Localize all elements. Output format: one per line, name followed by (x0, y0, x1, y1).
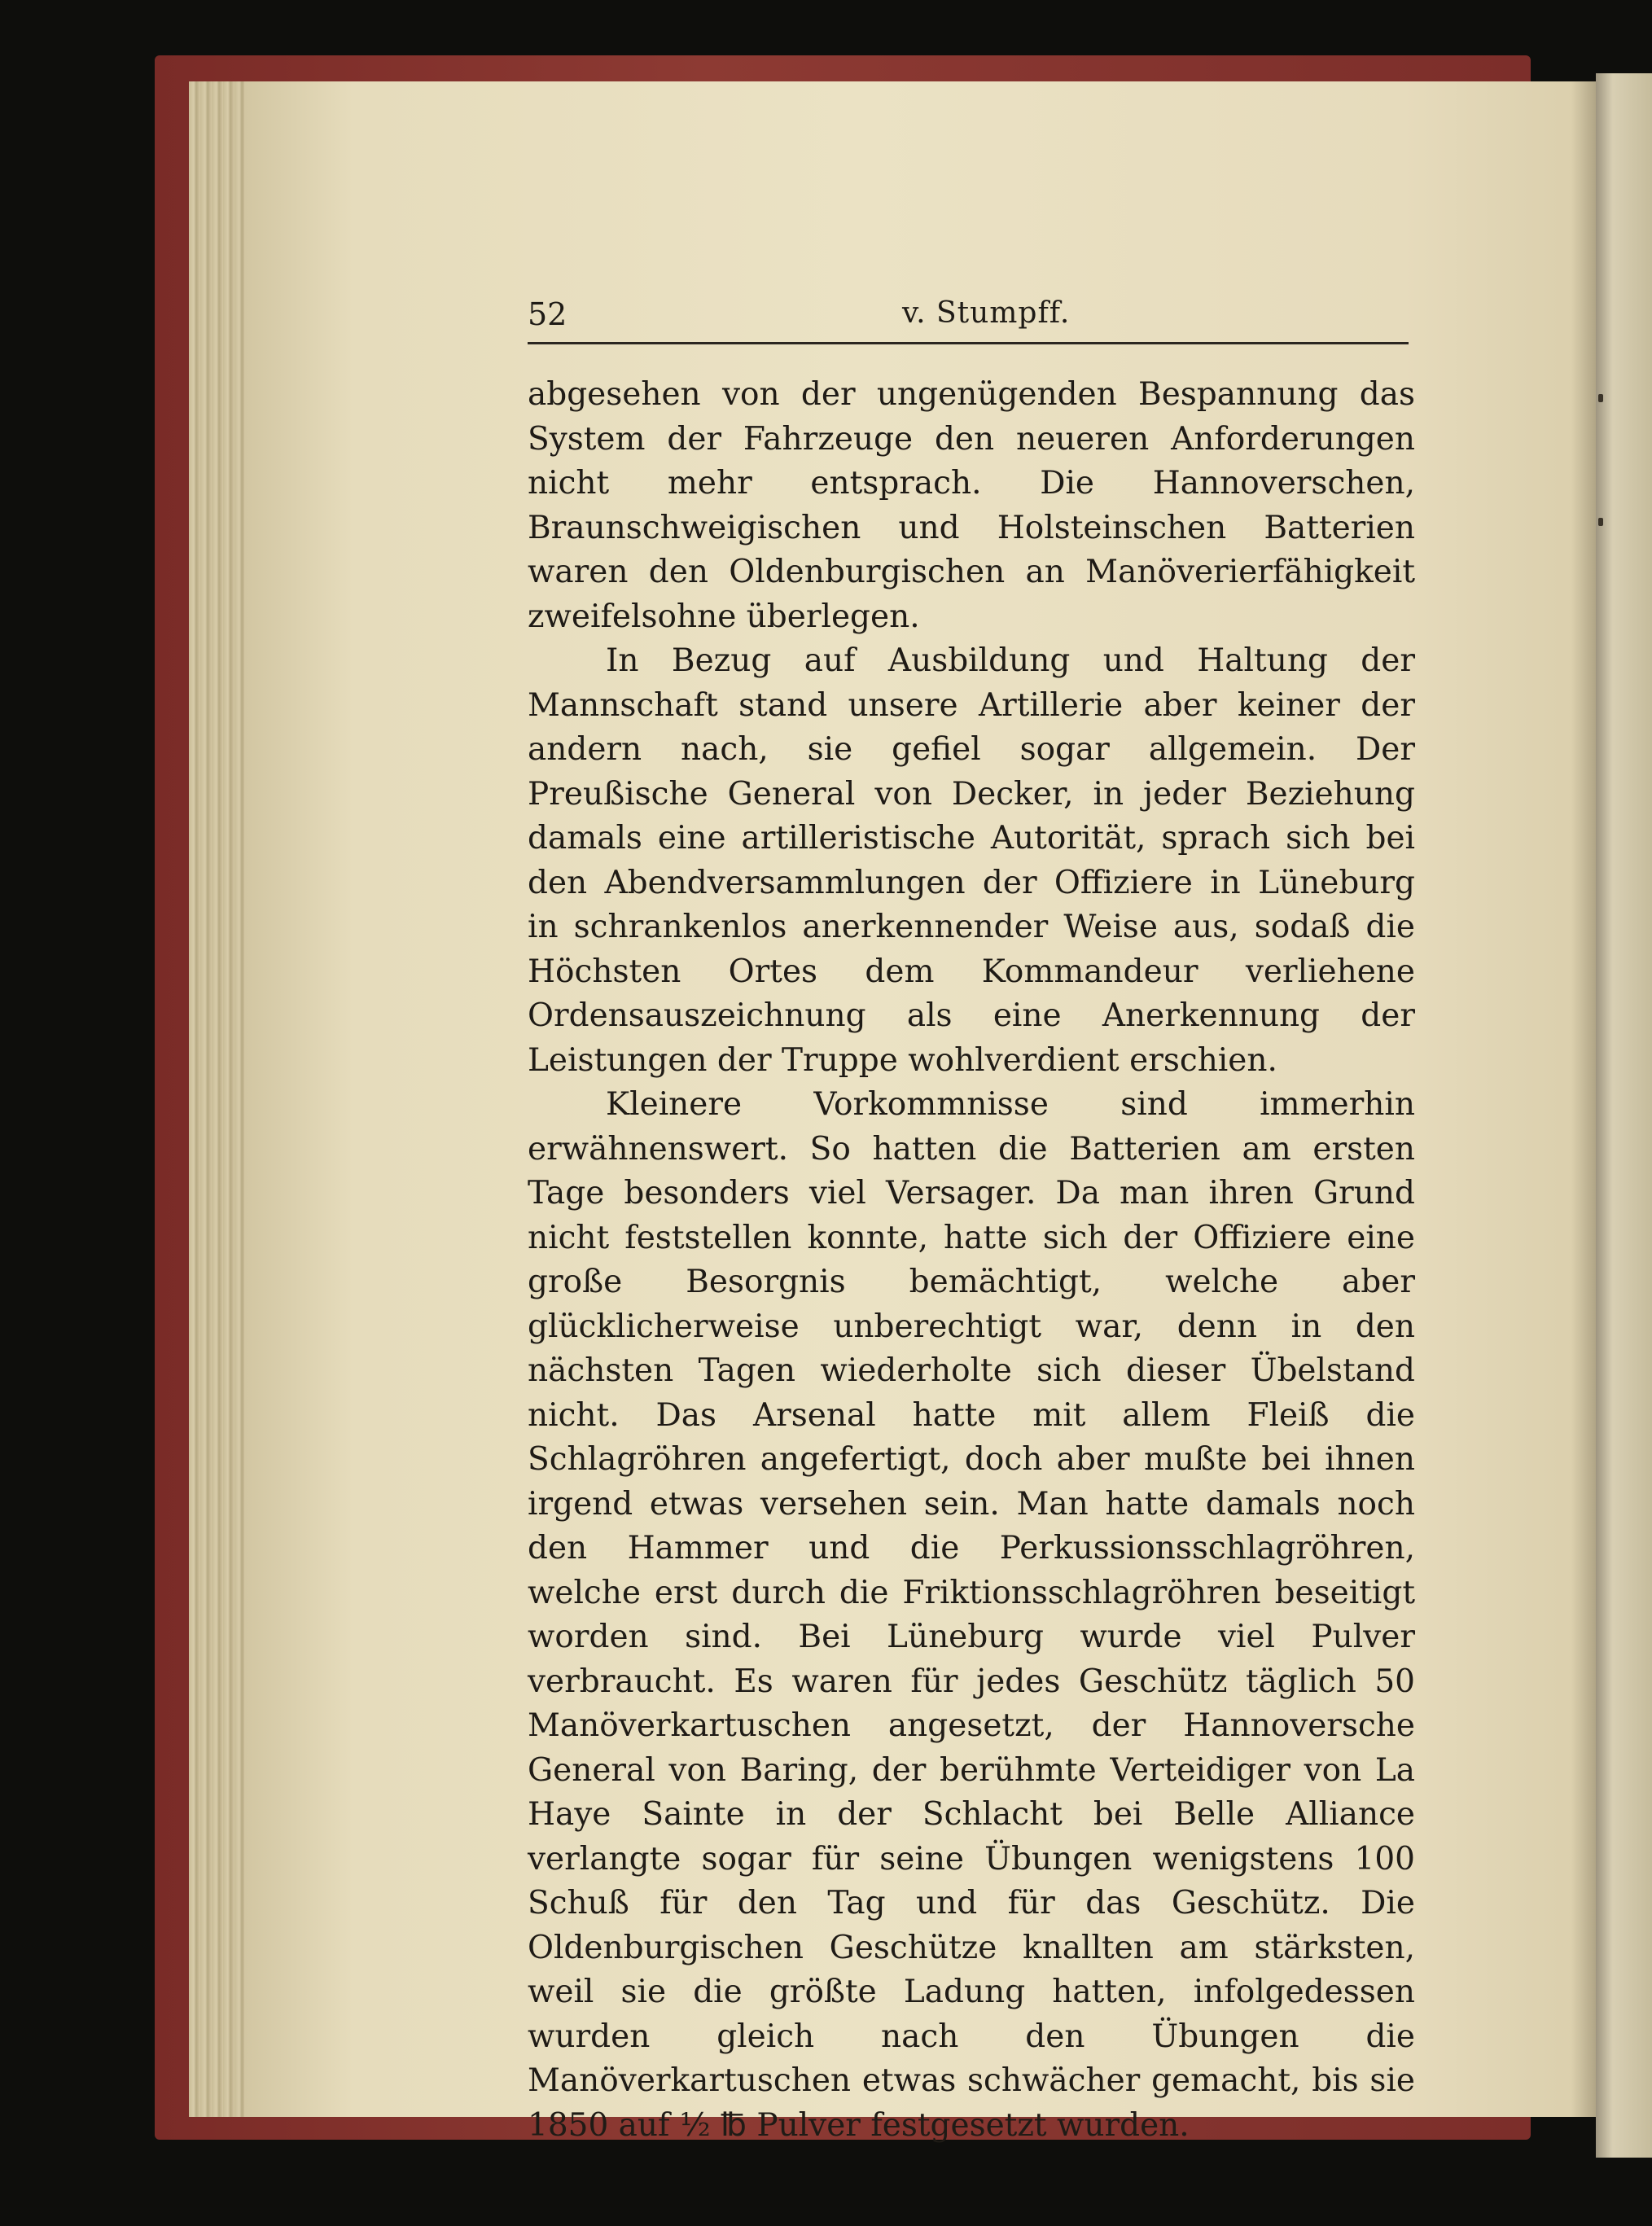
body-text (528, 373, 1415, 2148)
page-number: 52 (528, 296, 567, 332)
facing-page-edge (1596, 73, 1652, 2158)
paragraph-1: abgesehen von der ungenügenden Bespannung das System der Fahrzeuge den neueren Anforderungen nicht mehr entsprach. Die Hannoverschen, Braunschweigischen und Holsteinschen Batterien waren den Oldenburgischen an Manöverierfähigkeit zweifelsohne überlegen. (528, 376, 1415, 635)
paragraph-2: In Bezug auf Ausbildung und Haltung der Mannschaft stand unsere Artillerie aber keiner der andern nach, sie gefiel sogar allgemein. Der Preußische General von Decker, in jeder Beziehung damals eine artilleristische Autorität, sprach sich bei den Abendversammlungen der Offiziere in Lüneburg in schrankenlos anerkennender Weise aus, sodaß die Höchsten Ortes dem Kommandeur verliehene Ordensauszeichnung als eine Anerkennung der Leistungen der Truppe wohlverdient erschien. (528, 642, 1415, 1079)
margin-mark (1598, 518, 1603, 526)
running-head: v. Stumpff. (902, 296, 1071, 330)
margin-mark (1598, 394, 1603, 402)
paragraph-3: Kleinere Vorkommnisse sind immerhin erwähnenswert. So hatten die Batterien am ersten Tage besonders viel Versager. Da man ihren Grund nicht feststellen konnte, hatte sich der Offiziere eine große Besorgnis bemächtigt, welche aber glücklicherweise unberechtigt war, denn in den nächsten Tagen wiederholte sich dieser Übelstand nicht. Das Arsenal hatte mit allem Fleiß die Schlagröhren angefertigt, doch aber mußte bei ihnen irgend etwas versehen sein. Man hatte damals noch den Hammer und die Perkussionsschlagröhren, welche erst durch die Friktionsschlagröhren beseitigt worden sind. Bei Lüneburg wurde viel Pulver verbraucht. Es waren für jedes Geschütz täglich 50 Manöverkartuschen angesetzt, der Hannoversche General von Baring, der berühmte Verteidiger von La Haye Sainte in der Schlacht bei Belle Alliance verlangte sogar für seine Übungen wenigstens 100 Schuß für den Tag und für das Geschütz. Die Oldenburgischen Geschütze knallten am stärksten, weil sie die größte Ladung hatten, infolgedessen wurden gleich nach den Übungen die Manöverkartuschen etwas schwächer gemacht, bis sie 1850 auf ½ ℔ Pulver festgesetzt wurden. (528, 1086, 1415, 2144)
page-header (528, 293, 1409, 344)
